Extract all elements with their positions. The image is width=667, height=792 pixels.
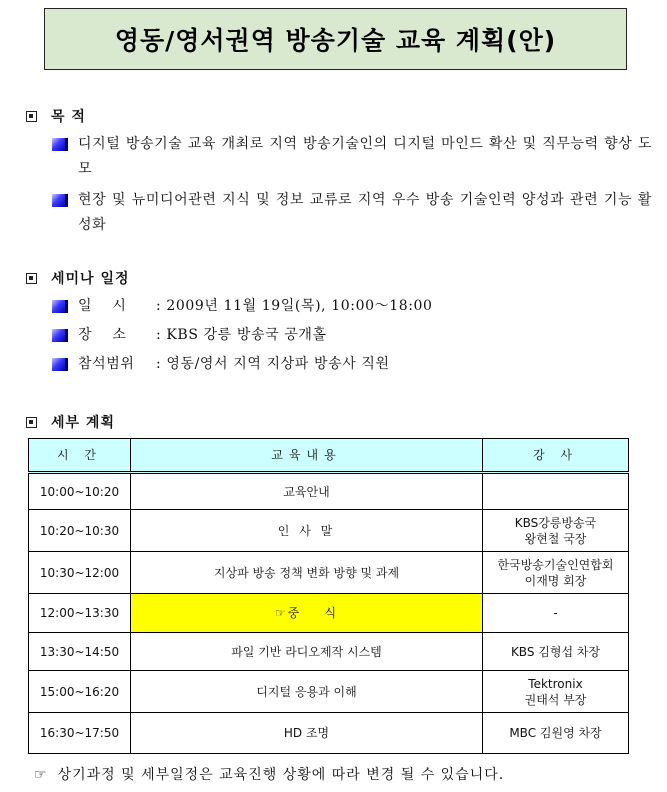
lecturer-line: 이재명 회장 bbox=[524, 573, 587, 588]
column-header-content: 교육내용 bbox=[131, 439, 483, 473]
content-cell: HD 조명 bbox=[131, 713, 483, 754]
lecturer-cell bbox=[483, 671, 629, 713]
lecturer-line: KBS강릉방송국 bbox=[514, 515, 597, 530]
lecturer-cell bbox=[483, 473, 629, 510]
time-cell: 10:20~10:30 bbox=[29, 510, 131, 552]
lecturer-cell bbox=[483, 552, 629, 594]
blue-square-bullet-icon bbox=[52, 358, 68, 371]
column-header-lecturer: 강 사 bbox=[483, 439, 629, 473]
seminar-key: 참석범위 bbox=[78, 356, 135, 372]
seminar-value: : KBS 강릉 방송국 공개홀 bbox=[156, 327, 327, 343]
table-row bbox=[29, 713, 629, 754]
purpose-item bbox=[52, 188, 652, 238]
column-header-time: 시 간 bbox=[29, 439, 131, 473]
section-detail-heading bbox=[26, 412, 115, 432]
table-row bbox=[29, 510, 629, 552]
blue-square-bullet-icon bbox=[52, 194, 68, 207]
content-cell: 지상파 방송 정책 변화 방향 및 과제 bbox=[131, 552, 483, 594]
footnote bbox=[34, 764, 504, 784]
blue-square-bullet-icon bbox=[52, 300, 68, 313]
purpose-item-text: 현장 및 뉴미디어관련 지식 및 정보 교류로 지역 우수 방송 기술인력 양성과 관련 기능 활성화 bbox=[78, 192, 652, 233]
section-heading-text: 목 적 bbox=[51, 109, 86, 125]
lecturer-line: 왕현철 국장 bbox=[524, 531, 587, 546]
lecturer-cell bbox=[483, 633, 629, 671]
table-row bbox=[29, 473, 629, 510]
seminar-row bbox=[52, 294, 652, 319]
seminar-row bbox=[52, 323, 652, 348]
document-title: 영동/영서권역 방송기술 교육 계획(안) bbox=[114, 26, 557, 55]
blue-square-bullet-icon bbox=[52, 138, 68, 151]
section-seminar-heading bbox=[26, 268, 130, 288]
lecturer-cell bbox=[483, 713, 629, 754]
lecturer-line: 권태석 부장 bbox=[524, 692, 587, 707]
footnote-text: 상기과정 및 세부일정은 교육진행 상황에 따라 변경 될 수 있습니다. bbox=[57, 767, 505, 783]
content-cell: 인 사 말 bbox=[131, 510, 483, 552]
time-cell: 10:30~12:00 bbox=[29, 552, 131, 594]
section-heading-text: 세미나 일정 bbox=[51, 271, 130, 287]
content-cell-lunch: ☞중 식 bbox=[131, 594, 483, 633]
section-purpose-heading bbox=[26, 106, 86, 126]
table-header-row bbox=[29, 439, 629, 473]
lecturer-line: MBC 김원영 차장 bbox=[509, 726, 602, 740]
detail-schedule-table bbox=[28, 438, 629, 754]
lecturer-line: 한국방송기술인연합회 bbox=[497, 557, 614, 572]
lecturer-line: KBS 김형섭 차장 bbox=[510, 644, 601, 659]
section-heading-text: 세부 계획 bbox=[51, 415, 115, 431]
content-cell: 파일 기반 라디오제작 시스템 bbox=[131, 633, 483, 671]
seminar-value: : 2009년 11월 19일(목), 10:00～18:00 bbox=[156, 298, 433, 314]
lecturer-line: - bbox=[553, 606, 558, 620]
time-cell: 15:00~16:20 bbox=[29, 671, 131, 713]
lecturer-line: Tektronix bbox=[528, 676, 583, 691]
table-row bbox=[29, 671, 629, 713]
purpose-item-text: 디지털 방송기술 교육 개최로 지역 방송기술인의 디지털 마인드 확산 및 직무능력 향상 도모 bbox=[78, 136, 652, 177]
seminar-value: : 영동/영서 지역 지상파 방송사 직원 bbox=[156, 356, 390, 372]
pointing-hand-icon: ☞ bbox=[34, 767, 48, 783]
time-cell: 12:00~13:30 bbox=[29, 594, 131, 633]
seminar-key: 장 소 bbox=[78, 327, 127, 343]
blue-square-bullet-icon bbox=[52, 329, 68, 342]
title-box bbox=[44, 8, 627, 70]
seminar-row bbox=[52, 352, 652, 377]
purpose-item bbox=[52, 132, 652, 182]
time-cell: 16:30~17:50 bbox=[29, 713, 131, 754]
seminar-key: 일 시 bbox=[78, 298, 127, 314]
boxed-square-icon bbox=[26, 417, 37, 428]
time-cell: 10:00~10:20 bbox=[29, 473, 131, 510]
lecturer-cell bbox=[483, 510, 629, 552]
time-cell: 13:30~14:50 bbox=[29, 633, 131, 671]
boxed-square-icon bbox=[26, 111, 37, 122]
content-cell: 디지털 응용과 이해 bbox=[131, 671, 483, 713]
table-row bbox=[29, 633, 629, 671]
table-row bbox=[29, 594, 629, 633]
boxed-square-icon bbox=[26, 273, 37, 284]
lecturer-cell bbox=[483, 594, 629, 633]
content-cell: 교육안내 bbox=[131, 473, 483, 510]
table-row bbox=[29, 552, 629, 594]
